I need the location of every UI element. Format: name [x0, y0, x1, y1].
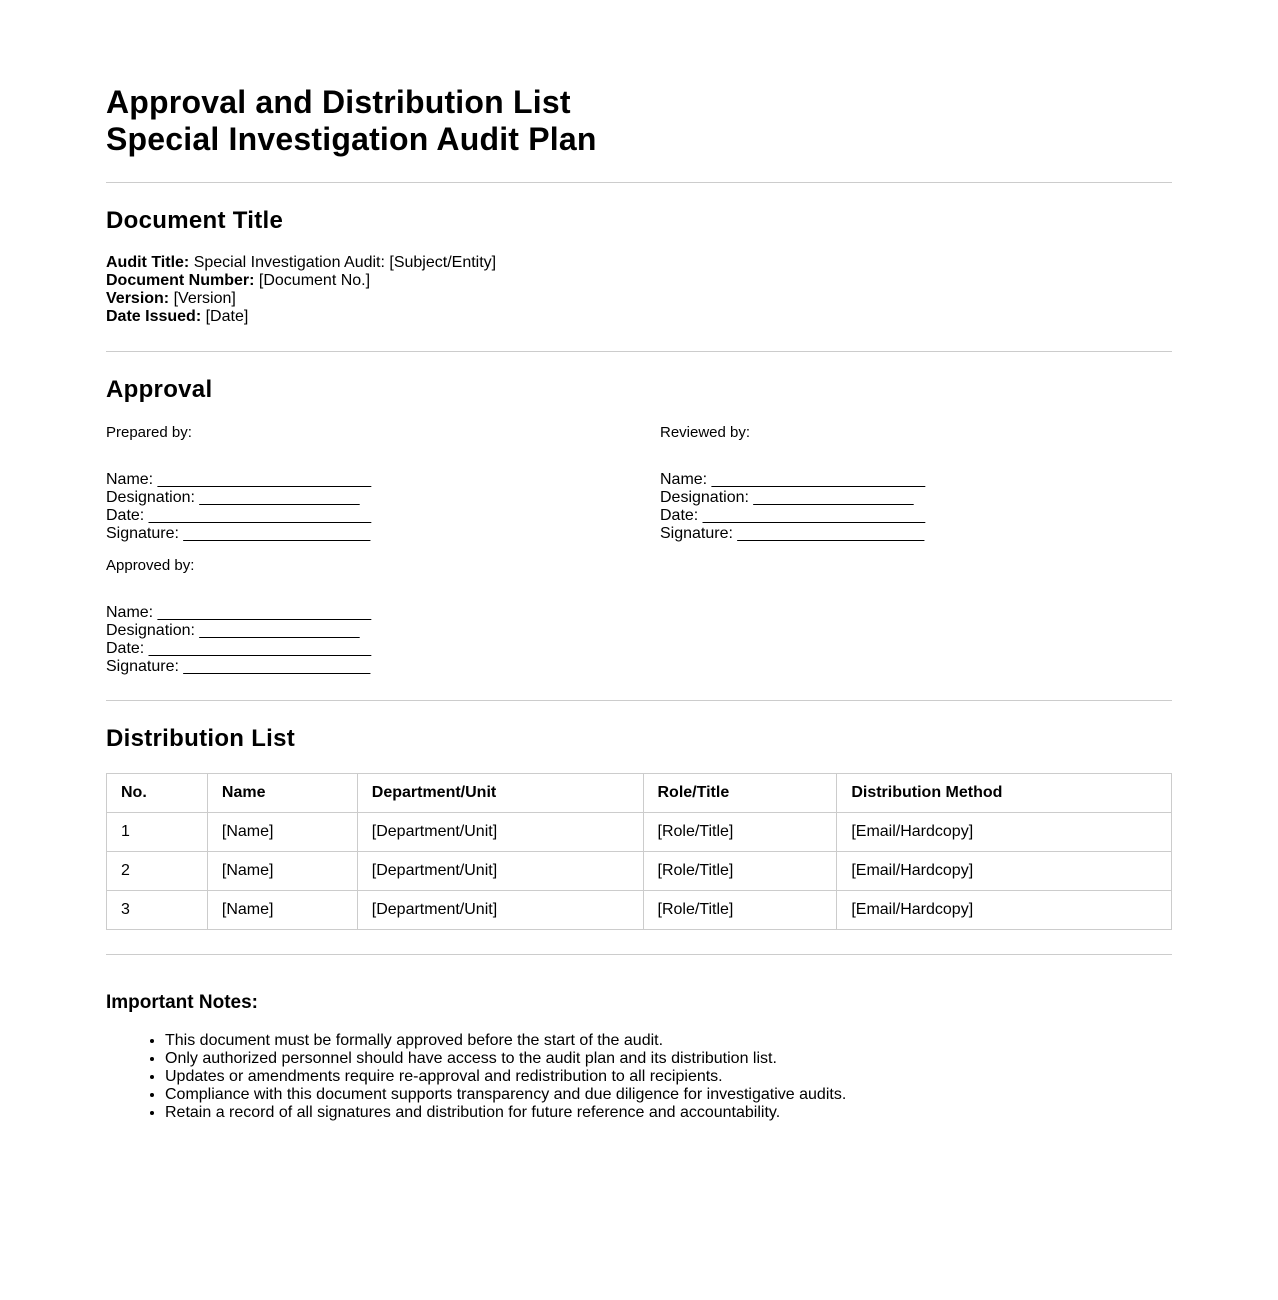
- divider: [106, 351, 1172, 352]
- table-cell: 3: [107, 891, 208, 930]
- field-label: Document Number:: [106, 272, 255, 289]
- important-notes-heading: Important Notes:: [106, 992, 258, 1013]
- page-title-line-1: Approval and Distribution List: [106, 84, 571, 120]
- approved-by-block: [106, 557, 371, 676]
- table-cell: 1: [107, 813, 208, 852]
- date-line: Date: _________________________: [106, 640, 372, 657]
- column-header-no: No.: [107, 774, 208, 813]
- table-cell: 2: [107, 852, 208, 891]
- divider: [106, 700, 1172, 701]
- table-header-row: [107, 774, 1172, 813]
- audit-title-row: [106, 254, 496, 272]
- table-cell: [Email/Hardcopy]: [837, 813, 1172, 852]
- table-cell: [Department/Unit]: [357, 852, 643, 891]
- prepared-by-block: [106, 424, 371, 543]
- field-label: Date Issued:: [106, 308, 202, 325]
- table-cell: [Role/Title]: [643, 813, 837, 852]
- table-cell: [Name]: [207, 891, 357, 930]
- table-cell: [Name]: [207, 852, 357, 891]
- notes-list: [106, 1032, 846, 1122]
- date-line: Date: _________________________: [660, 507, 926, 524]
- column-header-name: Name: [207, 774, 357, 813]
- page-title-line-2: Special Investigation Audit Plan: [106, 121, 597, 157]
- approver-role: Approved by:: [106, 557, 195, 574]
- column-header-role: Role/Title: [643, 774, 837, 813]
- list-item: • Compliance with this document supports transparency and due diligence for investigative audits.: [165, 1086, 846, 1104]
- list-item: • Only authorized personnel should have access to the audit plan and its distribution list.: [165, 1050, 846, 1068]
- divider: [106, 954, 1172, 955]
- document-title-heading: Document Title: [106, 207, 284, 234]
- table-cell: [Name]: [207, 813, 357, 852]
- table-row: [107, 852, 1172, 891]
- signature-line: Signature: _____________________: [660, 525, 925, 542]
- divider: [106, 182, 1172, 183]
- field-label: Version:: [106, 290, 170, 307]
- field-value: [Version]: [173, 290, 236, 307]
- distribution-list-heading: Distribution List: [106, 725, 296, 752]
- name-line: Name: ________________________: [106, 604, 372, 621]
- document-number-row: [106, 272, 496, 290]
- column-header-department: Department/Unit: [357, 774, 643, 813]
- list-item: • This document must be formally approved before the start of the audit.: [165, 1032, 846, 1050]
- table-cell: [Role/Title]: [643, 891, 837, 930]
- field-value: Special Investigation Audit: [Subject/Entity]: [193, 254, 497, 271]
- page-title: [106, 84, 597, 158]
- designation-line: Designation: __________________: [660, 489, 914, 506]
- field-value: [Date]: [205, 308, 249, 325]
- list-item: • Retain a record of all signatures and distribution for future reference and accountability.: [165, 1104, 846, 1122]
- reviewed-by-block: [660, 424, 925, 543]
- column-header-method: Distribution Method: [837, 774, 1172, 813]
- field-label: Audit Title:: [106, 254, 190, 271]
- date-issued-row: [106, 308, 496, 326]
- table-row: [107, 891, 1172, 930]
- date-line: Date: _________________________: [106, 507, 372, 524]
- designation-line: Designation: __________________: [106, 489, 360, 506]
- approver-role: Reviewed by:: [660, 424, 751, 441]
- table-row: [107, 813, 1172, 852]
- designation-line: Designation: __________________: [106, 622, 360, 639]
- name-line: Name: ________________________: [660, 471, 926, 488]
- table-cell: [Department/Unit]: [357, 891, 643, 930]
- name-line: Name: ________________________: [106, 471, 372, 488]
- approver-role: Prepared by:: [106, 424, 192, 441]
- document-info: [106, 254, 496, 326]
- signature-line: Signature: _____________________: [106, 525, 371, 542]
- table-cell: [Email/Hardcopy]: [837, 891, 1172, 930]
- approval-heading: Approval: [106, 376, 213, 403]
- table-cell: [Department/Unit]: [357, 813, 643, 852]
- version-row: [106, 290, 496, 308]
- list-item: • Updates or amendments require re-approval and redistribution to all recipients.: [165, 1068, 846, 1086]
- distribution-table: [106, 773, 1172, 930]
- signature-line: Signature: _____________________: [106, 658, 371, 675]
- table-cell: [Role/Title]: [643, 852, 837, 891]
- table-cell: [Email/Hardcopy]: [837, 852, 1172, 891]
- field-value: [Document No.]: [258, 272, 371, 289]
